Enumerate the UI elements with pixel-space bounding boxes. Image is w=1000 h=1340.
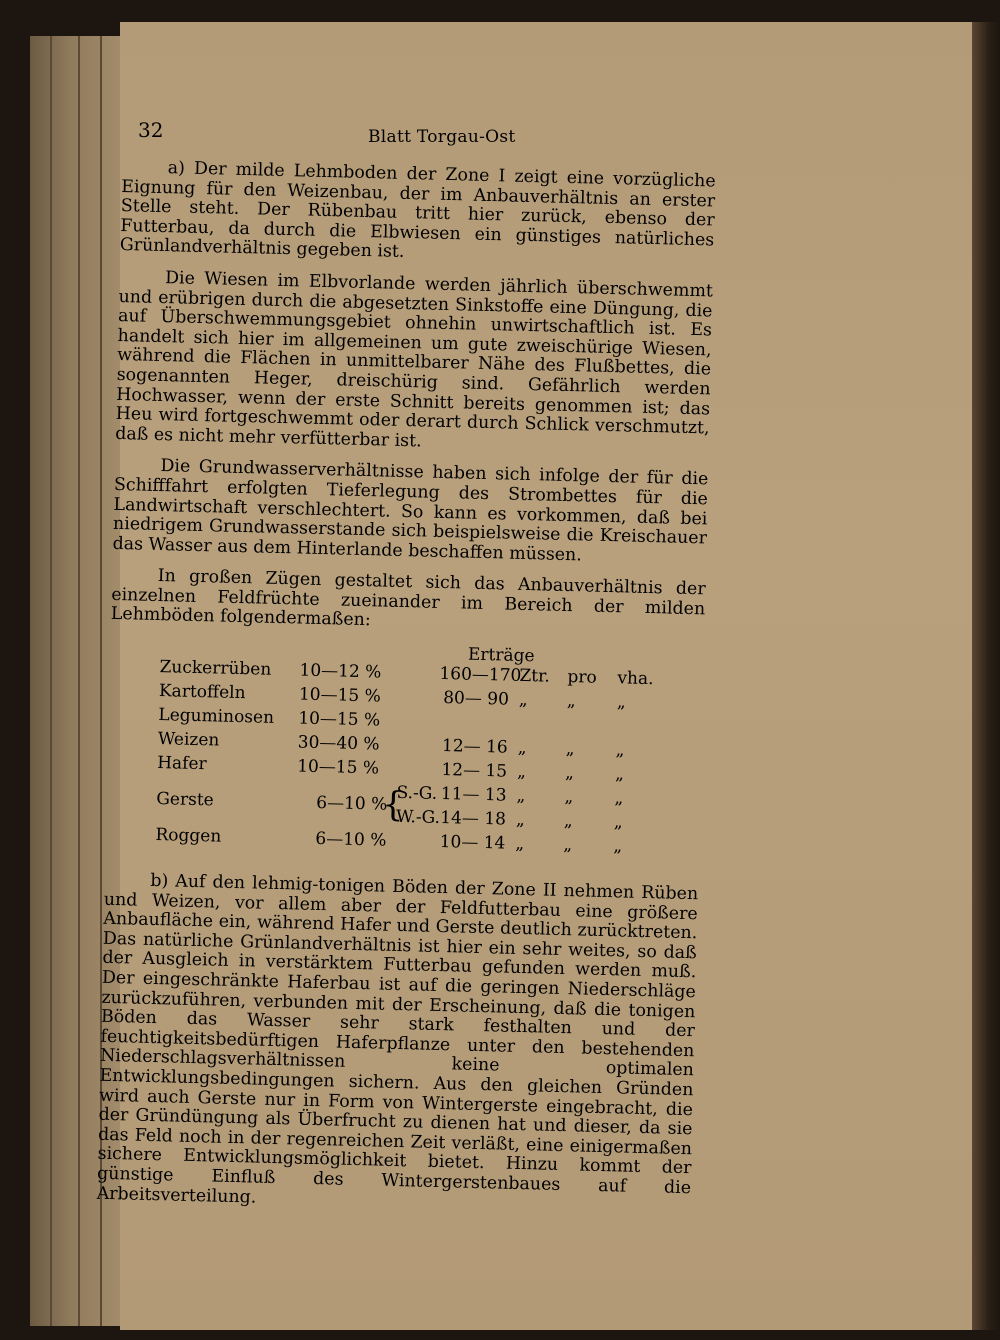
crop-share: 6—10 % — [315, 828, 387, 851]
ditto-mark: „ — [614, 788, 624, 809]
crop-yield: 11— 13 — [440, 784, 507, 806]
ditto-mark: „ — [563, 811, 573, 832]
crop-yield: 10— 14 — [439, 832, 506, 854]
crop-name: Roggen — [155, 825, 222, 847]
crop-yield: 12— 15 — [441, 760, 508, 782]
sub-label: W.-G. — [395, 806, 441, 829]
ditto-mark: „ — [515, 809, 526, 831]
ditto-mark: „ — [613, 812, 623, 833]
crop-name: Zuckerrüben — [159, 657, 272, 680]
paragraph-zone-2: b) Auf den lehmig-tonigen Böden der Zone II nehmen Rüben und Weizen, vor allem aber der Feldfutterbau eine größere Anbaufläche ein, während Hafer und Gerste deutlich zurücktreten. Das natürliche Grünlandverhältnis ist hier ein sehr weites, so daß der Ausgleich in verstärktem Futterbau gefunden werden muß. Der eingeschränkte Haferbau ist auf die geringen Niederschläge zurückzuführen, verbunden mit der Erscheinung, daß die tonigen Böden das Wasser sehr stark festhalten und der feuchtigkeitsbedürftigen Haferpflanze unter den bestehenden Niederschlagsverhältnissen keine optimalen Entwicklungsbedingungen sichern. Aus den gleichen Gründen wird auch Gerste nur in Form von Wintergerste eingebracht, die der Gründüngung als Überfrucht zu dienen hat und dieser, da sie das Feld noch in der regenreichen Zeit verläßt, eine einigermaßen sichere Entwicklungsmöglichkeit bietet. Hinzu kommt der günstige Einfluß des Wintergerstenbaues auf die Arbeitsverteilung. — [96, 870, 699, 1208]
ditto-mark: „ — [515, 833, 525, 855]
table-header-ertraege: Erträge — [467, 644, 535, 667]
crop-name: Hafer — [156, 753, 207, 775]
ditto-mark: „ — [566, 691, 576, 712]
unit-vha: vha. — [617, 668, 654, 690]
ditto-mark: „ — [616, 692, 626, 713]
crop-name: Weizen — [157, 729, 220, 751]
ditto-mark: „ — [564, 787, 574, 808]
crop-yield: 14— 18 — [440, 808, 507, 830]
ditto-mark: „ — [565, 739, 575, 760]
crop-table — [105, 637, 704, 863]
crop-yield: 160—170 — [439, 663, 522, 686]
page-body — [96, 158, 716, 1230]
ditto-mark: „ — [516, 761, 527, 783]
ditto-mark: „ — [563, 835, 573, 856]
crop-share: 30—40 % — [297, 732, 380, 755]
ditto-mark: „ — [613, 836, 623, 857]
brace-glyph: { — [381, 784, 405, 826]
ditto-mark: „ — [564, 763, 575, 784]
paragraph-wiesen: Die Wiesen im Elbvorlande werden jährlich überschwemmt und erübrigen durch die abgesetzten Sinkstoffe eine Düngung, die auf Überschwemmungsgebiet ohnehin unwirtschaftlich ist. Es handelt sich hier im allgemeinen um gute zweischürige Wiesen, während die Flächen in unmittelbarer Nähe des Flußbettes, die sogenannten Heger, dreischürig sind. Gefährlich werden Hochwasser, wenn der erste Schnitt bereits genommen ist; das Heu wird fortgeschwemmt oder derart durch Schlick verschmutzt, daß es nicht mehr verfütterbar ist. — [115, 268, 714, 452]
paragraph-grundwasser: Die Grundwasserverhältnisse haben sich infolge der für die Schifffahrt erfolgten Tieferlegung des Strombettes für die Landwirtschaft verschlechtert. So kann es vorkommen, daß bei niedrigem Grundwasserstande sich beispielsweise die Kreischauer das Wasser aus dem Hinterlande beschaffen müssen. — [112, 456, 709, 566]
crop-share: 10—15 % — [298, 684, 381, 707]
crop-share: 10—12 % — [299, 660, 382, 683]
sub-label: S.-G. — [396, 782, 438, 804]
crop-yield: 12— 16 — [441, 736, 508, 758]
crop-name: Kartoffeln — [158, 681, 246, 704]
page-number: 32 — [138, 118, 164, 142]
ditto-mark: „ — [615, 740, 625, 761]
ditto-mark: „ — [517, 737, 527, 759]
crop-share: 10—15 % — [298, 708, 381, 731]
crop-share: 10—15 % — [296, 756, 380, 779]
crop-name: Leguminosen — [158, 705, 275, 728]
crop-yield: 80— 90 — [442, 688, 510, 710]
crop-name: Gerste — [156, 789, 214, 811]
paragraph-anbau: In großen Zügen gestaltet sich das Anbauverhältnis der einzelnen Feldfrüchte zueinander im Bereich der milden Lehmböden folgendermaßen: — [110, 566, 706, 631]
running-head: Blatt Torgau-Ost — [368, 127, 516, 147]
ditto-mark: „ — [518, 689, 528, 711]
unit-pro: pro — [567, 667, 597, 688]
paragraph-zone-1: a) Der milde Lehmboden der Zone I zeigt eine vorzügliche Eignung für den Weizenbau, der im Anbauverhältnis an erster Stelle steht. Der Rübenbau tritt hier zurück, ebenso der Futterbau, da durch die Elbwiesen ein günstiges natürliches Grünlandverhältnis gegeben ist. — [119, 158, 716, 263]
ditto-mark: „ — [614, 764, 625, 785]
ditto-mark: „ — [516, 785, 526, 807]
unit-ztr: Ztr. — [519, 665, 551, 687]
crop-share: 6—10 % — [316, 793, 388, 815]
binding-shadow — [972, 22, 1000, 1330]
